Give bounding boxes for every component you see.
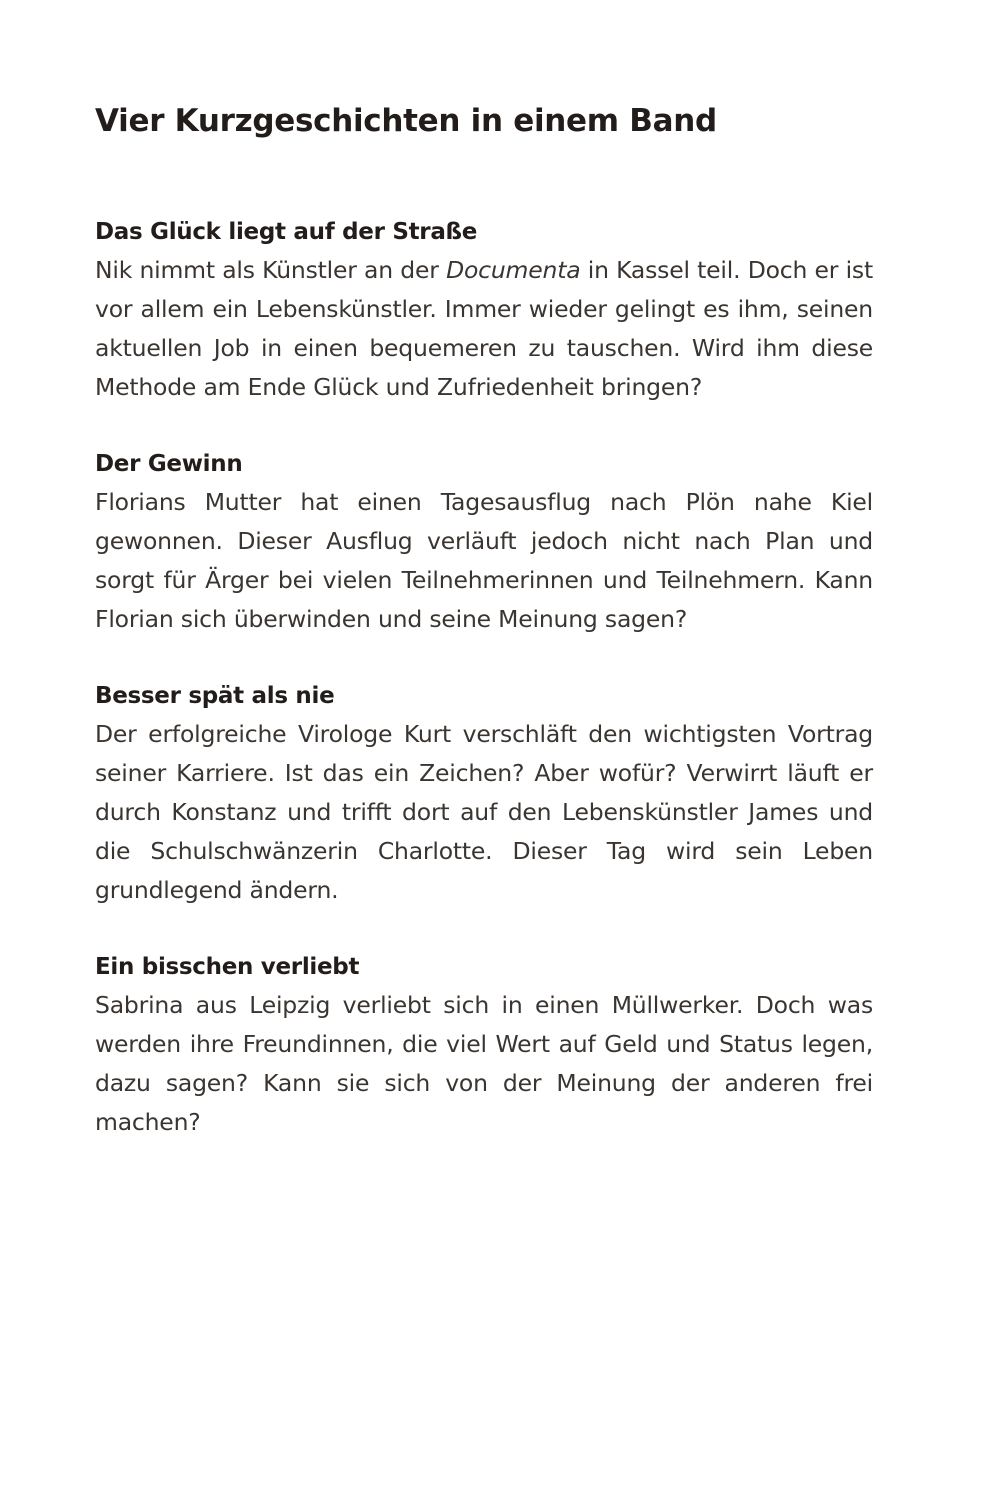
- story-title: Besser spät als nie: [95, 683, 335, 709]
- story-title: Ein bisschen verliebt: [95, 954, 360, 980]
- document-page: [95, 96, 873, 1180]
- story-4: [95, 948, 873, 1142]
- story-3: [95, 677, 873, 910]
- story-2: [95, 445, 873, 639]
- story-text-part: in Kassel teil. Doch er ist vor allem ein Lebenskünstler. Immer wieder gelingt es ihm, seinen aktuellen Job in einen bequemeren zu tauschen. Wird ihm diese Methode am Ende Glück und Zufriedenheit bringen?: [95, 256, 873, 401]
- story-description: Florians Mutter hat einen Tagesausflug nach Plön nahe Kiel gewonnen. Dieser Ausflug verläuft jedoch nicht nach Plan und sorgt für Ärger bei vielen Teilnehmerinnen und Teilnehmern. Kann Florian sich überwinden und seine Meinung sagen?: [95, 488, 873, 633]
- story-text-part: Nik nimmt als Künstler an der: [95, 256, 447, 284]
- story-description: [95, 251, 873, 407]
- story-text-emphasis: Documenta: [446, 256, 581, 284]
- story-1: [95, 213, 873, 407]
- story-title: Der Gewinn: [95, 451, 243, 477]
- story-description: Der erfolgreiche Virologe Kurt verschläft den wichtigsten Vortrag seiner Karriere. Ist das ein Zeichen? Aber wofür? Verwirrt läuft er durch Konstanz und trifft dort auf den Lebenskünstler James und die Schulschwänzerin Charlotte. Dieser Tag wird sein Leben grundlegend ändern.: [95, 720, 873, 904]
- page-title: Vier Kurzgeschichten in einem Band: [95, 103, 717, 139]
- story-description: Sabrina aus Leipzig verliebt sich in einen Müllwerker. Doch was werden ihre Freundinnen, die viel Wert auf Geld und Status legen, dazu sagen? Kann sie sich von der Meinung der anderen frei machen?: [95, 991, 873, 1136]
- story-title: Das Glück liegt auf der Straße: [95, 219, 478, 245]
